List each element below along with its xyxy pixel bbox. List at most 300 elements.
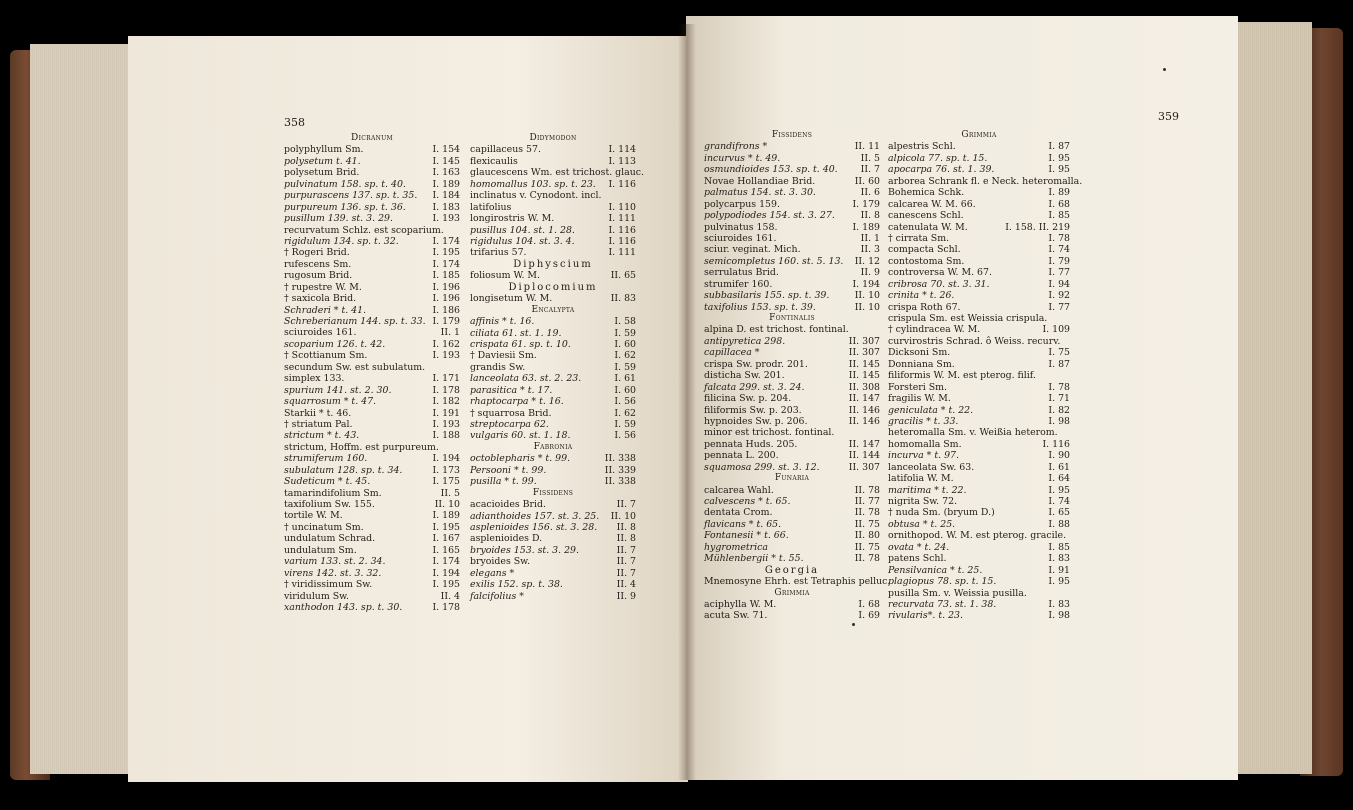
index-entry [284,225,460,236]
index-entry [284,442,460,453]
volume-page-ref: I. 185 [432,270,460,282]
volume-page-ref: II. 307 [848,347,880,359]
volume-page-ref: I. 110 [608,201,636,213]
volume-page-ref: II. 7 [616,567,636,579]
species-name: streptocarpa 62. [470,419,549,430]
volume-page-ref: I. 174 [432,556,460,568]
index-entry [470,350,636,361]
species-name: Forsteri Sm. [888,381,947,393]
species-name: disticha Sw. 201. [704,370,785,382]
volume-page-ref: I. 88 [1048,518,1070,530]
volume-page-ref: I. 178 [432,601,460,613]
index-entry [704,519,880,530]
species-name: rugosum Brid. [284,270,353,282]
index-entry [888,610,1070,621]
volume-page-ref: I. 182 [432,396,460,408]
species-name: longisetum W. M. [470,293,553,305]
species-name: capillaceus 57. [470,144,541,156]
volume-page-ref: II. 5 [860,152,880,164]
species-name: gracilis * t. 33. [888,415,959,427]
volume-page-ref: I. 89 [1048,187,1070,199]
species-name: polyphyllum Sm. [284,144,364,156]
volume-page-ref: I. 95 [1048,164,1070,176]
index-entry [704,153,880,164]
species-name: flexicaulis [470,155,518,167]
index-entry [470,408,636,419]
volume-page-ref: I. 68 [858,599,880,611]
index-column-right-1 [704,130,891,622]
species-name: pusilla Sm. v. Weissia pusilla. [888,587,1027,599]
volume-page-ref: II. 144 [848,450,880,462]
species-name: sciur. veginat. Mich. [704,244,801,256]
index-entry [704,496,880,507]
index-entry [284,419,460,430]
index-entry [284,408,460,419]
volume-page-ref: I. 64 [1048,473,1070,485]
species-name: bryoides 153. st. 3. 29. [470,544,579,556]
genus-heading: Fissidens [532,487,574,498]
volume-page-ref: I. 194 [852,278,880,290]
species-name: rhaptocarpa * t. 16. [470,396,564,408]
index-entry [284,144,460,155]
species-name: subulatum 128. sp. t. 34. [284,464,403,476]
species-name: inclinatus v. Cynodont. incl. [470,190,602,202]
species-name: grandis Sw. [470,361,526,373]
species-name: Fontanesii * t. 66. [704,530,789,542]
species-name: crispa Sw. prodr. 201. [704,358,808,370]
index-entry [704,267,880,278]
genus-heading: Funaria [774,473,810,484]
index-entry [704,576,891,588]
species-name: elegans * [470,567,515,579]
index-entry [888,222,1070,233]
index-entry [704,176,880,187]
volume-page-ref: II. 7 [616,556,636,568]
species-name: polysetum Brid. [284,167,360,179]
genus-heading: Encalypta [531,304,575,315]
species-name: alpestris Schl. [888,141,956,153]
volume-page-ref: II. 8 [860,210,880,222]
volume-page-ref: I. 189 [432,510,460,522]
species-name: Mnemosyne Ehrh. est Tetraphis pelluc. [704,576,891,588]
species-name: falcifolius * [470,590,524,602]
volume-page-ref: I. 60 [614,338,636,350]
volume-page-ref: II. 1 [860,232,880,244]
index-entry [888,279,1070,290]
species-name: bryoides Sw. [470,556,531,568]
species-name: sciuroides 161. [704,232,777,244]
species-name: † rupestre W. M. [284,281,362,293]
index-entry [704,462,880,473]
index-entry [888,507,1070,518]
species-name: acuta Sw. 71. [704,610,768,622]
index-entry [470,533,636,544]
species-name: sciuroides 161. [284,327,357,339]
index-entry [470,499,636,510]
species-name: † cylindracea W. M. [888,324,981,336]
genus-heading: Didymodon [529,133,577,143]
species-name: undulatum Sm. [284,544,357,556]
species-name: capillacea * [704,347,760,359]
volume-page-ref: I. 79 [1048,255,1070,267]
volume-page-ref: I. 193 [432,350,460,362]
index-entry [470,236,636,247]
index-entry [888,485,1070,496]
index-entry [284,350,460,361]
species-name: flavicans * t. 65. [704,518,782,530]
index-entry [888,347,1070,358]
species-name: palmatus 154. st. 3. 30. [704,187,816,199]
index-entry [704,553,880,564]
volume-page-ref: I. 74 [1048,244,1070,256]
volume-page-ref: I. 58 [614,316,636,328]
index-entry [284,579,460,590]
index-entry [704,507,880,518]
species-name: varium 133. st. 2. 34. [284,556,386,568]
species-name: pulvinatum 158. sp. t. 40. [284,178,406,190]
index-entry [284,430,460,441]
index-entry [888,382,1070,393]
volume-page-ref: I. 195 [432,247,460,259]
species-name: simplex 133. [284,373,345,385]
index-entry [284,602,460,613]
volume-page-ref: I. 175 [432,476,460,488]
species-name: pennata L. 200. [704,450,779,462]
index-entry [888,576,1070,587]
species-name: crispula Sm. est Weissia crispula. [888,313,1048,325]
species-name: lanceolata Sw. 63. [888,461,975,473]
species-name: semicompletus 160. st. 5. 13. [704,255,844,267]
volume-page-ref: I. 196 [432,281,460,293]
species-name: homomalla Sm. [888,438,962,450]
book-gutter [678,24,696,780]
species-name: † squarrosa Brid. [470,407,552,419]
species-name: dentata Crom. [704,507,773,519]
volume-page-ref: II. 12 [854,255,880,267]
index-entry [284,282,460,293]
index-entry [888,141,1070,152]
index-entry [284,156,460,167]
index-entry [888,565,1070,576]
index-entry [888,370,1070,381]
index-entry [284,476,460,487]
volume-page-ref: I. 188 [432,430,460,442]
index-entry [470,362,636,373]
species-name: crispa Roth 67. [888,301,961,313]
genus-heading: Diplocomium [508,281,598,293]
volume-page-ref: II. 83 [610,293,636,305]
index-entry [704,210,880,221]
volume-page-ref: II. 8 [616,533,636,545]
index-entry [888,164,1070,175]
volume-page-ref: I. 77 [1048,267,1070,279]
volume-page-ref: II. 307 [848,461,880,473]
index-entry [888,450,1070,461]
left-page [128,36,688,782]
species-name: lanceolata 63. st. 2. 23. [470,373,582,385]
species-name: viridulum Sw. [284,590,350,602]
species-name: † nuda Sm. (bryum D.) [888,507,995,519]
species-name: latifolius [470,201,512,213]
species-name: Novae Hollandiae Brid. [704,175,816,187]
species-name: secundum Sw. est subulatum. [284,361,426,373]
index-entry [888,187,1070,198]
volume-page-ref: I. 116 [608,235,636,247]
index-entry [704,141,880,152]
species-name: alpina D. est trichost. fontinal. [704,324,849,336]
volume-page-ref: I. 111 [608,247,636,259]
index-entry [888,542,1070,553]
index-entry [470,293,636,304]
genus-heading: Fabronia [533,441,573,452]
index-entry [888,302,1070,313]
index-entry [470,247,636,258]
index-entry [470,179,636,190]
index-entry [888,233,1070,244]
volume-page-ref: I. 163 [432,167,460,179]
index-entry [284,270,460,281]
volume-page-ref: I. 61 [1048,461,1070,473]
index-entry [284,316,460,327]
species-name: rigidulus 104. st. 3. 4. [470,235,575,247]
volume-page-ref: I. 59 [614,327,636,339]
species-name: latifolia W. M. [888,473,954,485]
species-name: taxifolius 153. sp. t. 39. [704,301,816,313]
index-entry [704,359,880,370]
index-entry [704,405,880,416]
species-name: squamosa 299. st. 3. 12. [704,461,820,473]
species-name: rufescens Sm. [284,258,352,270]
index-entry [470,556,636,567]
index-entry [284,591,460,602]
index-entry [704,290,880,301]
volume-page-ref: I. 59 [614,419,636,430]
species-name: † Rogeri Brid. [284,247,350,259]
species-name: taxifolium Sw. 155. [284,499,375,511]
volume-page-ref: I. 191 [432,407,460,419]
index-entry [888,336,1070,347]
volume-page-ref: II. 147 [848,393,880,405]
species-name: osmundioides 153. sp. t. 40. [704,164,838,176]
volume-page-ref: II. 10 [434,499,460,511]
volume-page-ref: I. 145 [432,155,460,167]
volume-page-ref: I. 183 [432,201,460,213]
species-name: calcarea W. M. 66. [888,198,976,210]
index-entry [704,542,880,553]
index-entry [284,339,460,350]
species-name: † Daviesii Sm. [470,350,537,362]
volume-page-ref: II. 10 [610,510,636,522]
index-entry [888,393,1070,404]
index-entry [284,305,460,316]
species-name: Pensilvanica * t. 25. [888,564,983,576]
species-name: strumiferum 160. [284,453,368,465]
index-entry [470,511,636,522]
index-entry [704,222,880,233]
index-entry [470,144,636,155]
species-name: tortile W. M. [284,510,343,522]
index-column-left-1 [284,133,460,613]
species-name: polycarpus 159. [704,198,780,210]
species-name: contostoma Sm. [888,255,965,267]
volume-page-ref: I. 193 [432,418,460,430]
index-entry [470,430,636,441]
index-entry [470,579,636,590]
index-entry [284,453,460,464]
index-entry [284,190,460,201]
species-name: strictum, Hoffm. est purpureum. [284,441,439,453]
index-entry [888,256,1070,267]
species-name: recurvatum Schlz. est scoparium. [284,224,444,236]
volume-page-ref: I. 194 [432,567,460,579]
index-entry [888,199,1070,210]
species-name: asplenioides 156. st. 3. 28. [470,521,598,533]
species-name: Schreberianum 144. sp. t. 33. [284,316,426,328]
index-entry [284,499,460,510]
volume-page-ref: I. 116 [608,178,636,190]
volume-page-ref: I. 178 [432,384,460,396]
volume-page-ref: I. 173 [432,464,460,476]
index-entry [888,244,1070,255]
index-entry [704,244,880,255]
species-name: apocarpa 76. st. 1. 39. [888,164,995,176]
species-name: Persooni * t. 99. [470,464,547,476]
volume-page-ref: I. 109 [1042,324,1070,336]
index-entry [888,462,1070,473]
species-name: filiformis W. M. est pterog. filif. [888,370,1036,382]
volume-page-ref: I. 196 [432,293,460,305]
volume-page-ref: I. 95 [1048,576,1070,588]
index-entry [704,610,880,621]
index-entry [284,510,460,521]
index-entry [704,450,880,461]
volume-page-ref: II. 145 [848,358,880,370]
volume-page-ref: I. 85 [1048,210,1070,222]
volume-page-ref: I. 174 [432,235,460,247]
index-entry [470,453,636,464]
species-name: crispata 61. sp. t. 10. [470,338,571,350]
index-entry [284,556,460,567]
volume-page-ref: I. 195 [432,579,460,591]
volume-page-ref: I. 82 [1048,404,1070,416]
volume-page-ref: I. 78 [1048,232,1070,244]
index-entry [284,202,460,213]
volume-page-ref: II. 338 [604,476,636,488]
volume-page-ref: II. 7 [860,164,880,176]
volume-page-ref: I. 94 [1048,278,1070,290]
genus-heading: Fissidens [771,130,813,140]
species-name: minor est trichost. fontinal. [704,427,835,439]
species-name: longirostris W. M. [470,213,555,225]
species-name: arborea Schrank fl. e Neck. heteromalla. [888,175,1083,187]
species-name: filicina Sw. p. 204. [704,393,792,405]
index-entry [888,496,1070,507]
volume-page-ref: I. 95 [1048,484,1070,496]
volume-page-ref: II. 4 [440,590,460,602]
species-name: trifarius 57. [470,247,527,259]
index-entry [470,190,636,201]
index-entry [284,396,460,407]
species-name: aciphylla W. M. [704,599,777,611]
index-entry [704,370,880,381]
species-name: ovata * t. 24. [888,541,950,553]
species-name: spurium 141. st. 2. 30. [284,384,392,396]
species-name: xanthodon 143. sp. t. 30. [284,601,403,613]
volume-page-ref: I. 91 [1048,564,1070,576]
species-name: hygrometrica [704,541,768,553]
volume-page-ref: I. 69 [858,610,880,622]
volume-page-ref: I. 62 [614,407,636,419]
genus-heading: Dicranum [351,133,393,143]
volume-page-ref: I. 87 [1048,358,1070,370]
index-entry [470,465,636,476]
volume-page-ref: I. 61 [614,373,636,385]
index-entry [704,485,880,496]
volume-page-ref: II. 7 [616,544,636,556]
species-name: hypnoides Sw. p. 206. [704,415,808,427]
volume-page-ref: I. 56 [614,396,636,408]
index-entry [888,530,1070,541]
index-entry [470,385,636,396]
volume-page-ref: I. 195 [432,521,460,533]
volume-page-ref: I. 154 [432,144,460,156]
index-entry [284,488,460,499]
volume-page-ref: II. 80 [854,530,880,542]
volume-page-ref: II. 9 [616,590,636,602]
index-entry [704,530,880,541]
volume-page-ref: I. 56 [614,430,636,442]
volume-page-ref: I. 189 [852,221,880,233]
volume-page-ref: II. 338 [604,453,636,465]
index-entry [470,225,636,236]
species-name: acacioides Brid. [470,499,547,511]
genus-heading: Grimmia [961,130,997,140]
index-entry [704,393,880,404]
volume-page-ref: II. 5 [440,487,460,499]
volume-page-ref: I. 179 [852,198,880,210]
volume-page-ref: II. 147 [848,438,880,450]
index-entry [704,336,880,347]
species-name: crinita * t. 26. [888,290,955,302]
species-name: recurvata 73. st. 1. 38. [888,598,997,610]
species-name: rigidulum 134. sp. t. 32. [284,235,399,247]
index-entry [888,519,1070,530]
volume-page-ref: I. 59 [614,361,636,373]
species-name: parasitica * t. 17. [470,384,553,396]
species-name: grandifrons * [704,141,768,153]
species-name: Schraderi * t. 41. [284,304,367,316]
index-entry [704,279,880,290]
index-entry [888,599,1070,610]
species-name: exilis 152. sp. t. 38. [470,579,563,591]
volume-page-ref: I. 158. II. 219 [1005,221,1070,233]
volume-page-ref: II. 146 [848,415,880,427]
index-entry [284,293,460,304]
index-entry [284,236,460,247]
volume-page-ref: II. 3 [860,244,880,256]
species-name: Starkii * t. 46. [284,407,352,419]
species-name: homomallus 103. sp. t. 23. [470,178,596,190]
volume-page-ref: I. 92 [1048,290,1070,302]
species-name: obtusa * t. 25. [888,518,956,530]
volume-page-ref: I. 90 [1048,450,1070,462]
index-entry [470,339,636,350]
index-entry [888,153,1070,164]
index-entry [284,373,460,384]
page-edges-right [1232,22,1312,774]
species-name: adianthoides 157. st. 3. 25. [470,510,600,522]
page-number-right: 359 [1158,110,1179,123]
